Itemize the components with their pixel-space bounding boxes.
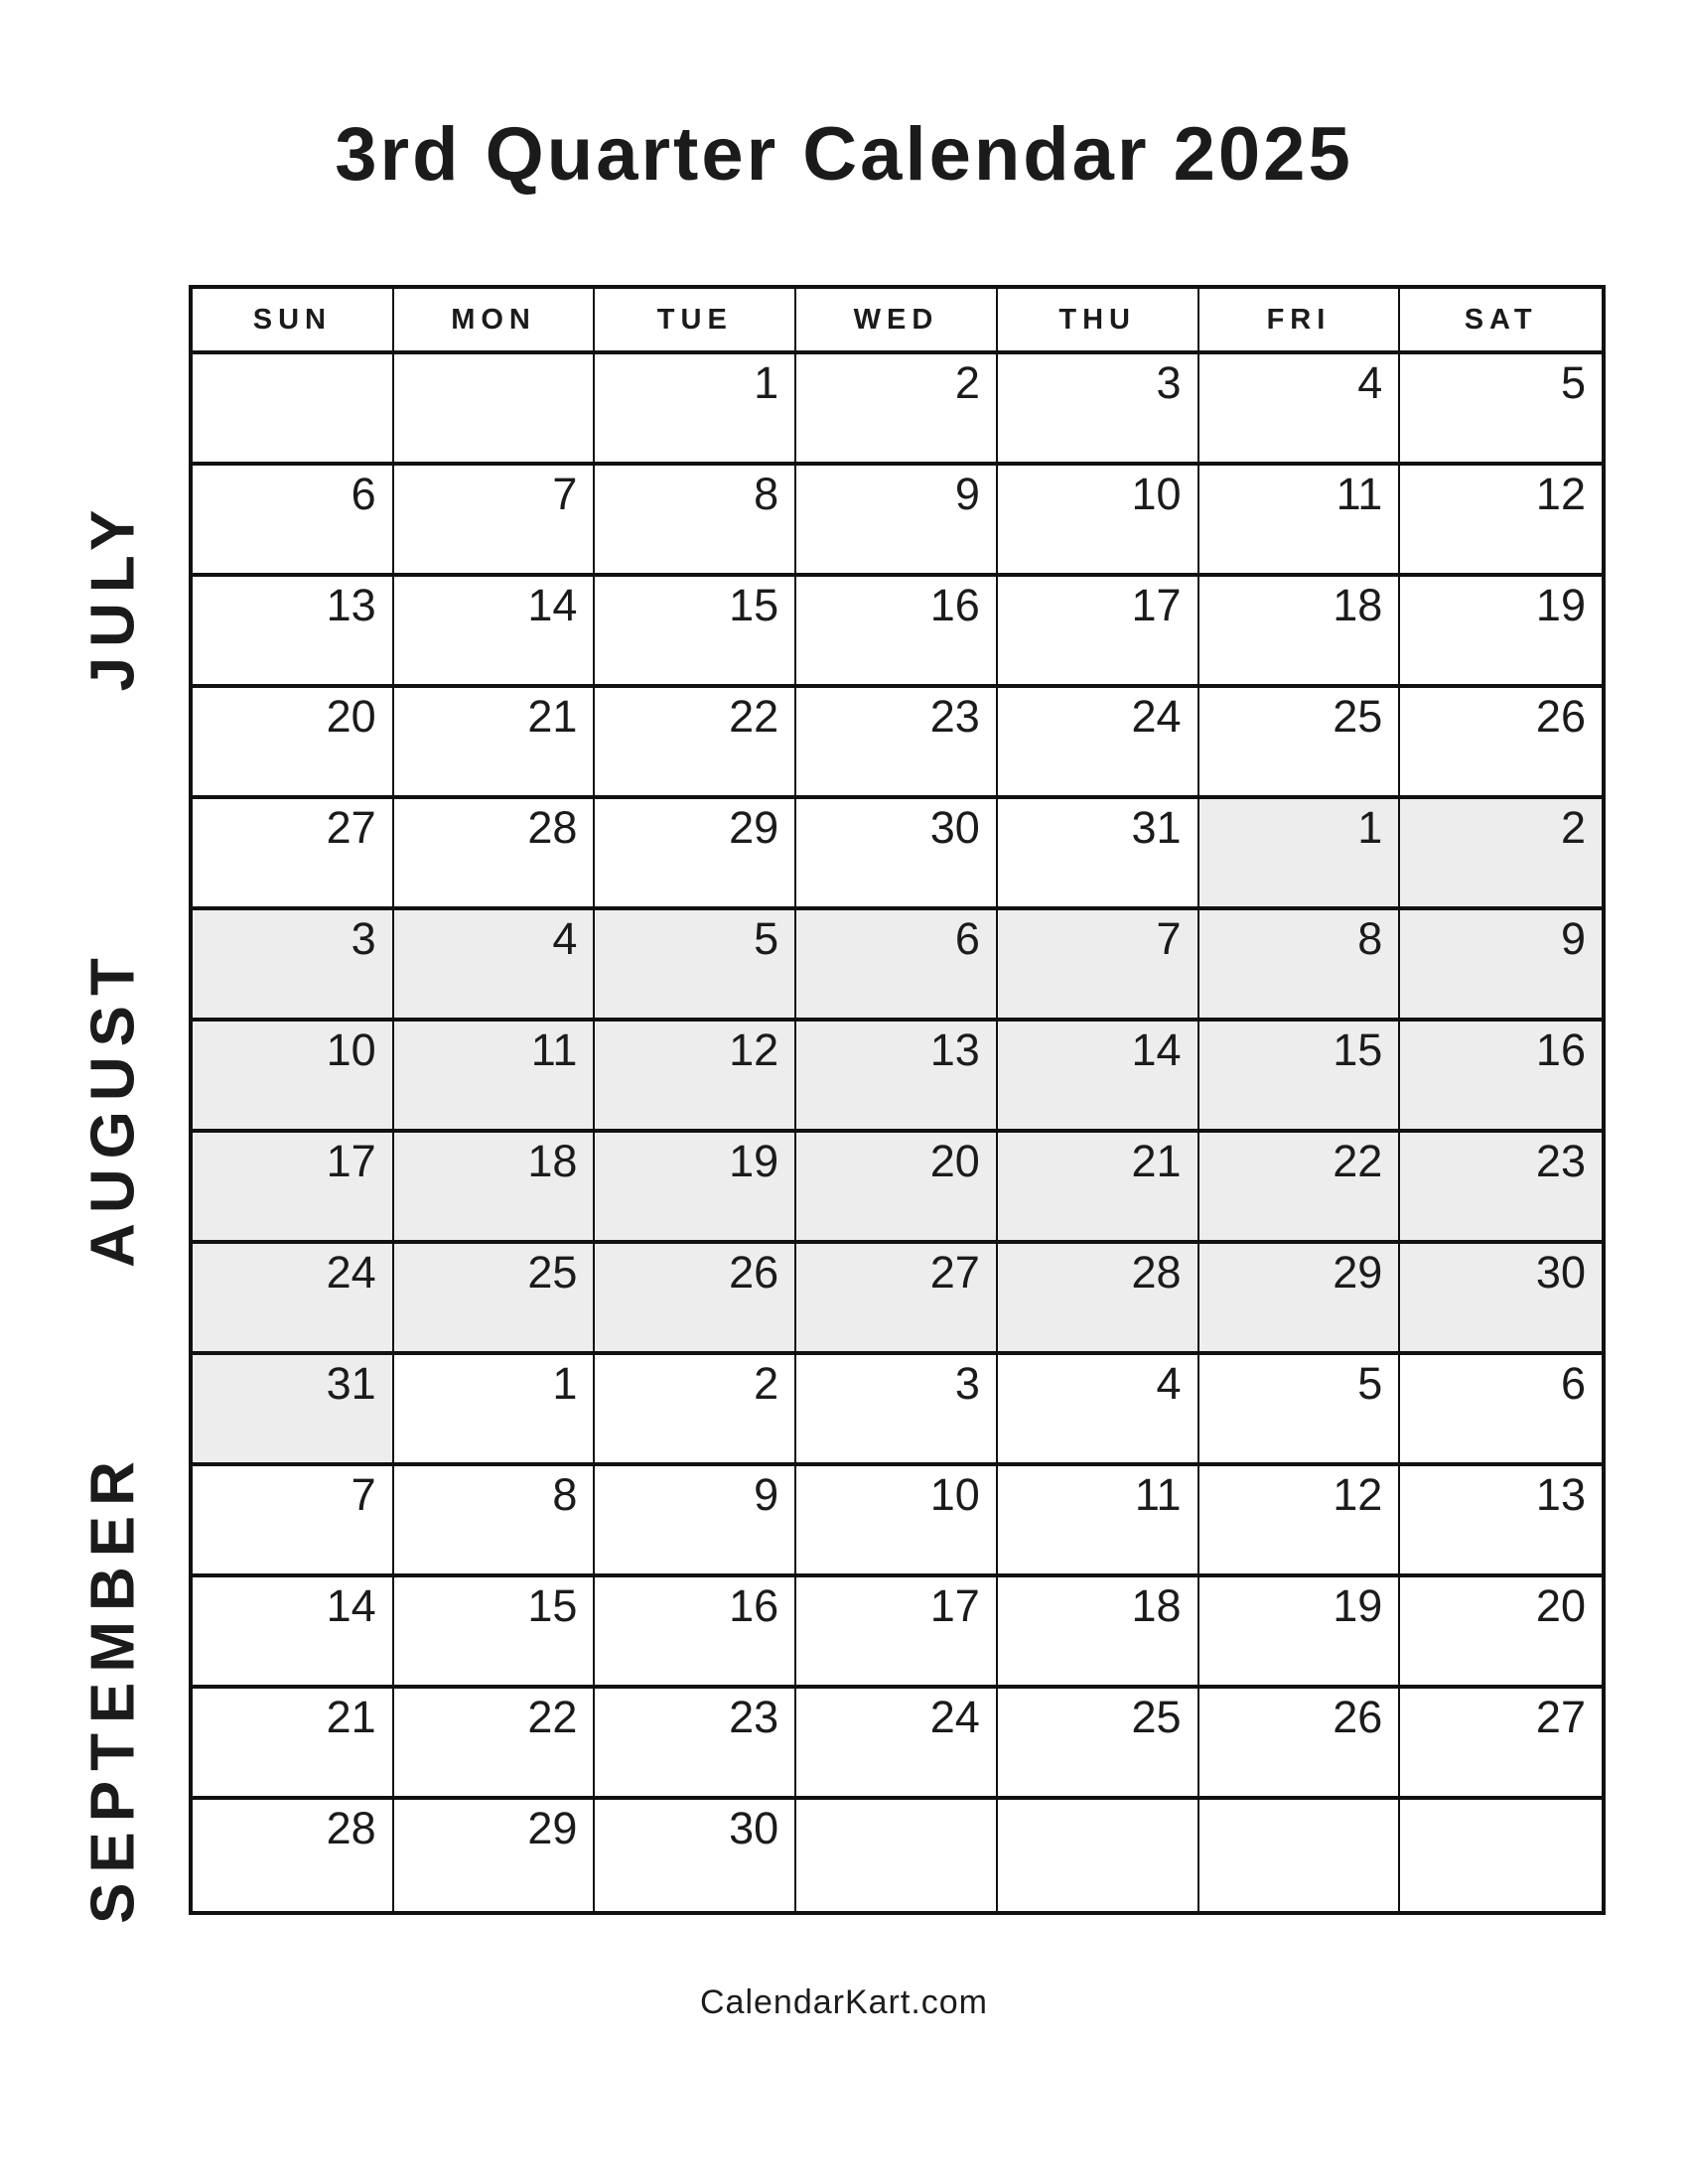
day-header-sun: SUN xyxy=(193,289,394,354)
calendar-table xyxy=(189,285,1606,1915)
day-cell-september-1: 1 xyxy=(394,1355,596,1466)
day-cell-august-31: 31 xyxy=(193,1355,394,1466)
day-cell-september-7: 7 xyxy=(193,1466,394,1577)
day-cell-august-19: 19 xyxy=(595,1133,796,1244)
day-cell-august-15: 15 xyxy=(1199,1022,1401,1133)
day-cell-august-13: 13 xyxy=(796,1022,998,1133)
day-cell-september-2: 2 xyxy=(595,1355,796,1466)
month-label-july: JULY xyxy=(78,499,148,692)
day-cell-july-2: 2 xyxy=(796,354,998,466)
day-cell-july-21: 21 xyxy=(394,688,596,799)
day-cell-august-5: 5 xyxy=(595,910,796,1022)
day-cell-july-1: 1 xyxy=(595,354,796,466)
day-cell-september-27: 27 xyxy=(1400,1689,1602,1800)
day-cell-july-18: 18 xyxy=(1199,577,1401,688)
day-cell-august-12: 12 xyxy=(595,1022,796,1133)
day-cell-july-23: 23 xyxy=(796,688,998,799)
day-cell-july-25: 25 xyxy=(1199,688,1401,799)
day-cell-august-27: 27 xyxy=(796,1244,998,1355)
day-cell-august-6: 6 xyxy=(796,910,998,1022)
page-title: 3rd Quarter Calendar 2025 xyxy=(335,112,1353,197)
day-cell-blank xyxy=(394,354,596,466)
day-cell-august-8: 8 xyxy=(1199,910,1401,1022)
day-header-tue: TUE xyxy=(595,289,796,354)
day-cell-july-19: 19 xyxy=(1400,577,1602,688)
day-cell-september-19: 19 xyxy=(1199,1577,1401,1689)
day-cell-september-28: 28 xyxy=(193,1800,394,1911)
day-cell-july-7: 7 xyxy=(394,466,596,577)
day-cell-july-5: 5 xyxy=(1400,354,1602,466)
day-cell-september-23: 23 xyxy=(595,1689,796,1800)
day-cell-august-1: 1 xyxy=(1199,799,1401,910)
day-header-thu: THU xyxy=(998,289,1199,354)
day-cell-july-4: 4 xyxy=(1199,354,1401,466)
day-header-mon: MON xyxy=(394,289,596,354)
day-cell-august-9: 9 xyxy=(1400,910,1602,1022)
day-header-sat: SAT xyxy=(1400,289,1602,354)
day-cell-july-11: 11 xyxy=(1199,466,1401,577)
day-cell-september-17: 17 xyxy=(796,1577,998,1689)
day-cell-september-24: 24 xyxy=(796,1689,998,1800)
day-cell-july-26: 26 xyxy=(1400,688,1602,799)
day-cell-blank xyxy=(193,354,394,466)
day-cell-september-10: 10 xyxy=(796,1466,998,1577)
month-label-august: AUGUST xyxy=(78,948,148,1268)
day-header-fri: FRI xyxy=(1199,289,1401,354)
day-cell-september-8: 8 xyxy=(394,1466,596,1577)
day-cell-august-2: 2 xyxy=(1400,799,1602,910)
day-cell-september-29: 29 xyxy=(394,1800,596,1911)
day-cell-blank xyxy=(1199,1800,1401,1911)
day-cell-september-30: 30 xyxy=(595,1800,796,1911)
day-cell-august-26: 26 xyxy=(595,1244,796,1355)
day-cell-august-23: 23 xyxy=(1400,1133,1602,1244)
day-cell-september-26: 26 xyxy=(1199,1689,1401,1800)
day-cell-july-30: 30 xyxy=(796,799,998,910)
day-cell-july-28: 28 xyxy=(394,799,596,910)
day-cell-blank xyxy=(998,1800,1199,1911)
day-cell-august-16: 16 xyxy=(1400,1022,1602,1133)
day-cell-july-3: 3 xyxy=(998,354,1199,466)
day-cell-july-22: 22 xyxy=(595,688,796,799)
day-cell-july-15: 15 xyxy=(595,577,796,688)
footer-site-name: CalendarKart.com xyxy=(699,1983,988,2021)
day-cell-september-11: 11 xyxy=(998,1466,1199,1577)
day-cell-august-4: 4 xyxy=(394,910,596,1022)
day-cell-september-15: 15 xyxy=(394,1577,596,1689)
day-cell-july-20: 20 xyxy=(193,688,394,799)
day-cell-august-21: 21 xyxy=(998,1133,1199,1244)
day-cell-september-14: 14 xyxy=(193,1577,394,1689)
day-cell-september-20: 20 xyxy=(1400,1577,1602,1689)
day-cell-july-27: 27 xyxy=(193,799,394,910)
day-cell-september-3: 3 xyxy=(796,1355,998,1466)
day-cell-august-28: 28 xyxy=(998,1244,1199,1355)
day-cell-july-31: 31 xyxy=(998,799,1199,910)
day-cell-july-14: 14 xyxy=(394,577,596,688)
day-cell-august-3: 3 xyxy=(193,910,394,1022)
day-cell-september-5: 5 xyxy=(1199,1355,1401,1466)
day-cell-august-29: 29 xyxy=(1199,1244,1401,1355)
day-cell-september-6: 6 xyxy=(1400,1355,1602,1466)
day-cell-august-17: 17 xyxy=(193,1133,394,1244)
day-cell-september-13: 13 xyxy=(1400,1466,1602,1577)
day-cell-august-25: 25 xyxy=(394,1244,596,1355)
day-cell-august-7: 7 xyxy=(998,910,1199,1022)
day-cell-july-16: 16 xyxy=(796,577,998,688)
day-cell-august-10: 10 xyxy=(193,1022,394,1133)
day-cell-blank xyxy=(796,1800,998,1911)
day-cell-august-18: 18 xyxy=(394,1133,596,1244)
day-cell-july-17: 17 xyxy=(998,577,1199,688)
day-cell-september-21: 21 xyxy=(193,1689,394,1800)
day-cell-september-25: 25 xyxy=(998,1689,1199,1800)
day-cell-july-24: 24 xyxy=(998,688,1199,799)
day-cell-september-18: 18 xyxy=(998,1577,1199,1689)
day-cell-august-11: 11 xyxy=(394,1022,596,1133)
day-cell-july-13: 13 xyxy=(193,577,394,688)
day-cell-july-29: 29 xyxy=(595,799,796,910)
month-label-september: SEPTEMBER xyxy=(78,1451,148,1924)
day-cell-july-12: 12 xyxy=(1400,466,1602,577)
day-cell-september-4: 4 xyxy=(998,1355,1199,1466)
day-cell-september-16: 16 xyxy=(595,1577,796,1689)
day-cell-august-20: 20 xyxy=(796,1133,998,1244)
day-header-wed: WED xyxy=(796,289,998,354)
day-cell-september-22: 22 xyxy=(394,1689,596,1800)
day-cell-july-6: 6 xyxy=(193,466,394,577)
day-cell-september-12: 12 xyxy=(1199,1466,1401,1577)
day-cell-blank xyxy=(1400,1800,1602,1911)
day-cell-july-10: 10 xyxy=(998,466,1199,577)
day-cell-july-8: 8 xyxy=(595,466,796,577)
day-cell-july-9: 9 xyxy=(796,466,998,577)
day-cell-september-9: 9 xyxy=(595,1466,796,1577)
day-cell-august-14: 14 xyxy=(998,1022,1199,1133)
day-cell-august-24: 24 xyxy=(193,1244,394,1355)
day-cell-august-30: 30 xyxy=(1400,1244,1602,1355)
day-cell-august-22: 22 xyxy=(1199,1133,1401,1244)
